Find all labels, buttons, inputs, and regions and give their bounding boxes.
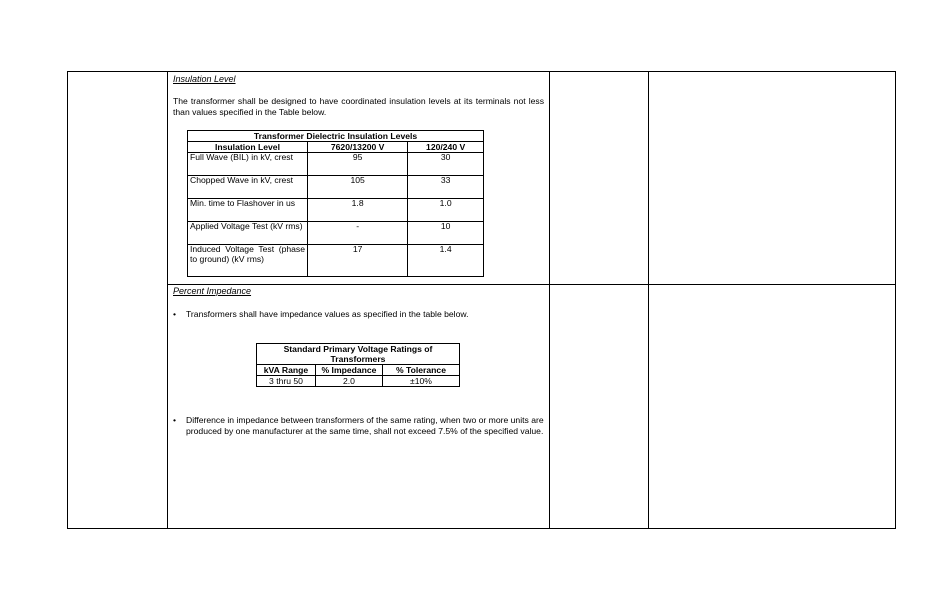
row-label: Applied Voltage Test (kV rms) [188, 222, 308, 245]
row-value-hv: 17 [308, 245, 408, 277]
percent-impedance-heading: Percent Impedance [173, 286, 252, 296]
list-item [173, 415, 546, 436]
row-value-lv: 30 [408, 153, 484, 176]
insulation-paragraph: The transformer shall be designed to have coordinated insulation levels at its terminals not less than values specified in the Table below. [173, 96, 544, 117]
table-row [257, 376, 460, 387]
list-item [173, 309, 543, 320]
row-label: Induced Voltage Test (phase to ground) (kV rms) [188, 245, 308, 277]
impedance-value: 2.0 [316, 376, 383, 387]
table-row [188, 153, 484, 176]
row-value-hv: 105 [308, 176, 408, 199]
bullet-icon: • [173, 415, 177, 425]
header-7620-13200: 7620/13200 V [308, 142, 408, 153]
row-divider [167, 284, 895, 285]
kva-range-value: 3 thru 50 [257, 376, 316, 387]
tolerance-value: ±10% [383, 376, 460, 387]
header-insulation-level: Insulation Level [188, 142, 308, 153]
impedance-table-caption: Standard Primary Voltage Ratings of Transformers [257, 344, 460, 365]
header-kva-range: kVA Range [257, 365, 316, 376]
row-value-hv: 95 [308, 153, 408, 176]
row-label: Min. time to Flashover in us [188, 199, 308, 222]
row-value-lv: 10 [408, 222, 484, 245]
spec-table-frame [67, 71, 896, 529]
row-value-lv: 1.4 [408, 245, 484, 277]
column-divider-3 [648, 72, 649, 528]
dielectric-table-caption: Transformer Dielectric Insulation Levels [188, 131, 484, 142]
row-value-lv: 33 [408, 176, 484, 199]
bullet-text: Difference in impedance between transformers of the same rating, when two or more units are produced by one manufacturer at the same time, shall not exceed 7.5% of the specified value. [186, 415, 544, 436]
impedance-table [256, 343, 460, 387]
row-value-lv: 1.0 [408, 199, 484, 222]
table-row [188, 222, 484, 245]
column-divider-2 [549, 72, 550, 528]
header-tolerance: % Tolerance [383, 365, 460, 376]
table-row [188, 176, 484, 199]
table-row [188, 245, 484, 277]
row-label: Full Wave (BIL) in kV, crest [188, 153, 308, 176]
column-divider-1 [167, 72, 168, 528]
dielectric-insulation-table [187, 130, 484, 277]
row-label: Chopped Wave in kV, crest [188, 176, 308, 199]
row-value-hv: - [308, 222, 408, 245]
header-120-240: 120/240 V [408, 142, 484, 153]
bullet-text: Transformers shall have impedance values as specified in the table below. [186, 309, 469, 319]
insulation-level-heading: Insulation Level [173, 74, 236, 84]
bullet-icon: • [173, 309, 177, 319]
header-impedance: % Impedance [316, 365, 383, 376]
row-value-hv: 1.8 [308, 199, 408, 222]
table-row [188, 199, 484, 222]
